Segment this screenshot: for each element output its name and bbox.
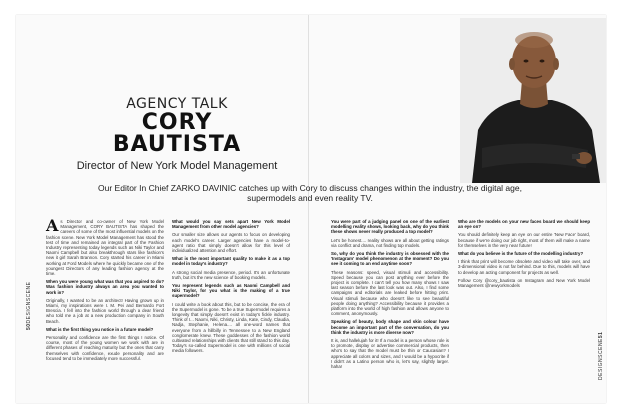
- interview-answer: Personality and confidence are the first things I notice. Of course, most of the young women we work with are in different phases of reaching maturity but the ones that carry themselves with confidence, exude personality and are focused tend to be immediately more successful.: [46, 335, 164, 361]
- page-number-left: 50: [26, 323, 32, 330]
- interview-question: What is the most important quality to make it as a top model in today's industry?: [172, 256, 290, 267]
- subject-role: Director of New York Model Management: [76, 160, 278, 172]
- portrait-photo: [460, 18, 606, 183]
- text-column-4: [458, 219, 590, 291]
- interview-answer: I could write a book about this, but to be concise, the era of the Supermodel is gone. To be a true Supermodel requires a longevity that simply doesn't exist in today's fickle industry. Think of I... Naomi, Niki, Christy, Linda, Kate, Cindy, Claudia, Nadja, Stephanie, Helena.... all one-word names that everyone from a hillbilly in Tennessee to a New England conglomerate knew. These goddesses of the fashion world cultivated relationships with clients that still stand to this day. Today's so-called Supermodel is one with millions of social media followers.: [172, 301, 290, 354]
- folio-left: [26, 282, 32, 330]
- page-gutter: [308, 15, 309, 403]
- magazine-name-right: DESIGNSCENE: [598, 338, 604, 380]
- interview-answer: It is, and hallelujah for it! If a model is a person whose role is to promote, display or advertise commercial products, then who's to say that the model must be thin or Caucasian? I appreciate all colors and sizes, and I would be a hypocrite if I didn't as a Latino person who is, let's say, slightly larger. haha!: [331, 338, 449, 370]
- article-title-block: [46, 96, 308, 172]
- portrait-illustration: [460, 18, 606, 183]
- text-column-3: [331, 219, 449, 372]
- interview-question: You represent legends such as Naomi Campbell and Niki Taylor, for you what is the making of a true supermodel?: [172, 283, 290, 299]
- article-opening-paragraph: As Director and co-owner of New York Model Management, CORY BAUTISTA has shaped the careers of some of the most influential models on the fashion scene. New York Model Management has stood the test of time and remained an integral part of the Fashion Industry representing today legends such as Niki Taylor and Naomi Campbell but also breakthrough stars like fashion's new it girl Sarah Brannon. Cory started his career in Miami working at Ford Models where he quickly became one of the youngest Directors of any leading fashion agency at the time.: [46, 216, 164, 277]
- interview-question: Speaking of beauty, body shape and skin colour have become an important part of the conversation, do you think the industry is more diverse now?: [331, 319, 449, 335]
- interview-question: When you were young what was that you aspired to do? Was fashion industry always an area you wanted to work in?: [46, 279, 164, 295]
- interview-question: What do you believe is the future of the modelling industry?: [458, 251, 584, 257]
- text-column-1: [46, 216, 164, 364]
- interview-question: Who are the models on your new faces board we should keep an eye on?: [458, 219, 590, 230]
- interview-question: What is the first thing you notice in a future model?: [46, 326, 154, 332]
- interview-question: So, why do you think the industry is obsessed with the 'Instagram' model phenomenon at the moment? Do you see it coming to an end anytime soon?: [331, 251, 449, 267]
- interview-answer: Our smaller size allows our agents to focus on developing each model's career. Larger agencies have a model-to-agent ratio that simply doesn't allow for this level of individualized attention and effort.: [172, 232, 290, 254]
- interview-answer: A strong social media presence, period. It's an unfortunate truth, but it's the new science of booking models.: [172, 269, 290, 280]
- article-intro: Our Editor In Chief ZARKO DAVINIC catches up with Cory to discuss changes within the industry, the digital age, supermodels and even reality TV.: [98, 183, 522, 203]
- text-column-2: [172, 219, 290, 357]
- interview-answer: I think that print will become obsolete and video will take over, and 3-dimensional video is not far behind. Due to this, models will have to develop an acting component for projects as well.: [458, 259, 590, 275]
- headline-last-name: BAUTISTA: [112, 132, 242, 157]
- magazine-name-left: DESIGNSCENE: [26, 281, 32, 324]
- page-number-right: 51: [598, 331, 604, 339]
- folio-right: [598, 332, 604, 380]
- headline-first-name: CORY: [141, 110, 213, 135]
- interview-question: You were part of a judging panel on one of the earliest modelling reality shows, looking back, why do you think these shows never really produced a top model?: [331, 219, 449, 235]
- interview-answer: These reasons: speed, visual stimuli and accessibility. Speed because you can post anything ever before the project is complete. I can't tell you how many shows I saw last season before the last look was out. Also, I find some campaigns and editorials are leaked before hitting print. Visual stimuli because who doesn't like to see beautiful people doing anything? Accessibility because it provides a platform into the world of high fashion and allows anyone to comment, anonymously.: [331, 269, 449, 317]
- interview-question: What would you say sets apart New York Model Management from other model agencies?: [172, 219, 290, 230]
- interview-answer: Let's be honest.... reality shows are all about getting ratings via conflict and drama, not finding top models.: [331, 237, 449, 248]
- interview-answer: Originally, I wanted to be an architect! Having grown up in Miami, my inspirations were I. M. Pei and Bernardo Fort Brescia. I fell into the fashion world through a dear friend who told me a job at a new production company in South Beach.: [46, 297, 164, 324]
- drop-cap: A: [46, 216, 59, 235]
- interview-answer: You should definitely keep an eye on our entire 'New Face' board, because if we're doing our job right, most of them will make a name for themselves in the very near future!: [458, 232, 590, 248]
- social-follow-credit: Follow Cory @cory_bautista on Instagram and New York Model Management @newyorkmodels: [458, 277, 590, 289]
- section-kicker: AGENCY TALK: [126, 96, 228, 112]
